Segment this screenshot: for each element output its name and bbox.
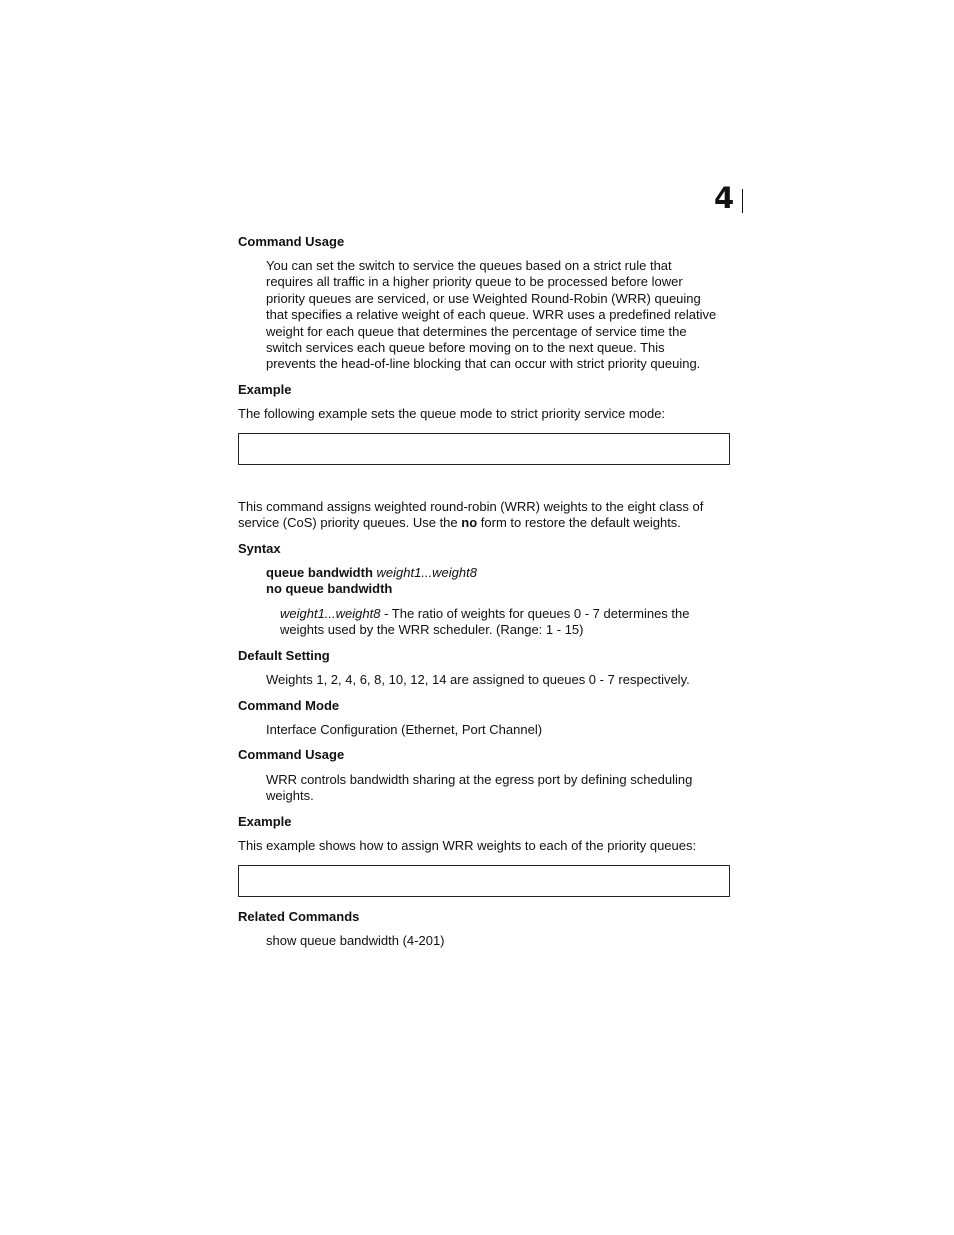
related-commands-heading: Related Commands: [238, 909, 360, 924]
example-heading: Example: [238, 382, 292, 397]
related-command-link[interactable]: show queue bandwidth (4-201): [266, 933, 445, 948]
text-fragment: form to restore the default weights.: [477, 515, 681, 531]
command-usage-text-2: [266, 772, 692, 805]
text-line: weights used by the WRR scheduler. (Range: 1 - 15): [280, 622, 584, 638]
chapter-number: 4: [714, 181, 735, 215]
text-line: prevents the head-of-line blocking that can occur with strict priority queuing.: [266, 356, 701, 372]
text-line: You can set the switch to service the queues based on a strict rule that: [266, 258, 672, 273]
chapter-rule: [742, 189, 743, 213]
syntax-line: [266, 565, 477, 581]
text-line: switch services each queue before moving on to the next queue. This: [266, 340, 665, 356]
text-line: This command assigns weighted round-robin (WRR) weights to the eight class of: [238, 499, 704, 514]
command-mode-text: Interface Configuration (Ethernet, Port Channel): [266, 722, 543, 737]
syntax-command: queue bandwidth: [266, 565, 373, 580]
code-example-box-2: [238, 865, 730, 897]
text-line: requires all traffic in a higher priority queue to be processed before lower: [266, 274, 683, 290]
syntax-heading: Syntax: [238, 541, 281, 556]
command-description: [238, 499, 703, 532]
text-line: [238, 515, 703, 531]
text-line: weight for each queue that determines the percentage of service time the: [266, 323, 687, 339]
syntax-block: [266, 565, 477, 598]
text-fragment: - The ratio of weights for queues 0 - 7 determines the: [380, 606, 690, 621]
syntax-no-command: no queue bandwidth: [266, 581, 393, 597]
example-heading-2: Example: [238, 814, 292, 829]
text-line: [280, 606, 690, 622]
example-description: The following example sets the queue mode to strict priority service mode:: [238, 406, 666, 421]
text-line: WRR controls bandwidth sharing at the egress port by defining scheduling: [266, 772, 693, 787]
text-line: weights.: [266, 788, 314, 804]
text-line: priority queues are serviced, or use Weighted Round-Robin (WRR) queuing: [266, 290, 701, 306]
code-example-box: [238, 433, 730, 465]
command-usage-heading: Command Usage: [238, 234, 345, 249]
syntax-parameter: weight1...weight8: [376, 565, 477, 580]
default-setting-heading: Default Setting: [238, 648, 330, 663]
example-description-2: This example shows how to assign WRR weights to each of the priority queues:: [238, 838, 697, 853]
command-mode-heading: Command Mode: [238, 698, 340, 713]
chapter-marker: [714, 183, 744, 213]
parameter-description: [280, 606, 690, 639]
text-line: that specifies a relative weight of each queue. WRR uses a predefined relative: [266, 307, 717, 323]
text-fragment: service (CoS) priority queues. Use the: [238, 515, 462, 531]
keyword-no: no: [461, 515, 478, 531]
command-usage-heading-2: Command Usage: [238, 747, 345, 762]
parameter-name: weight1...weight8: [280, 606, 381, 621]
command-usage-paragraph: [266, 258, 716, 373]
default-setting-text: Weights 1, 2, 4, 6, 8, 10, 12, 14 are assigned to queues 0 - 7 respectively.: [266, 672, 690, 687]
